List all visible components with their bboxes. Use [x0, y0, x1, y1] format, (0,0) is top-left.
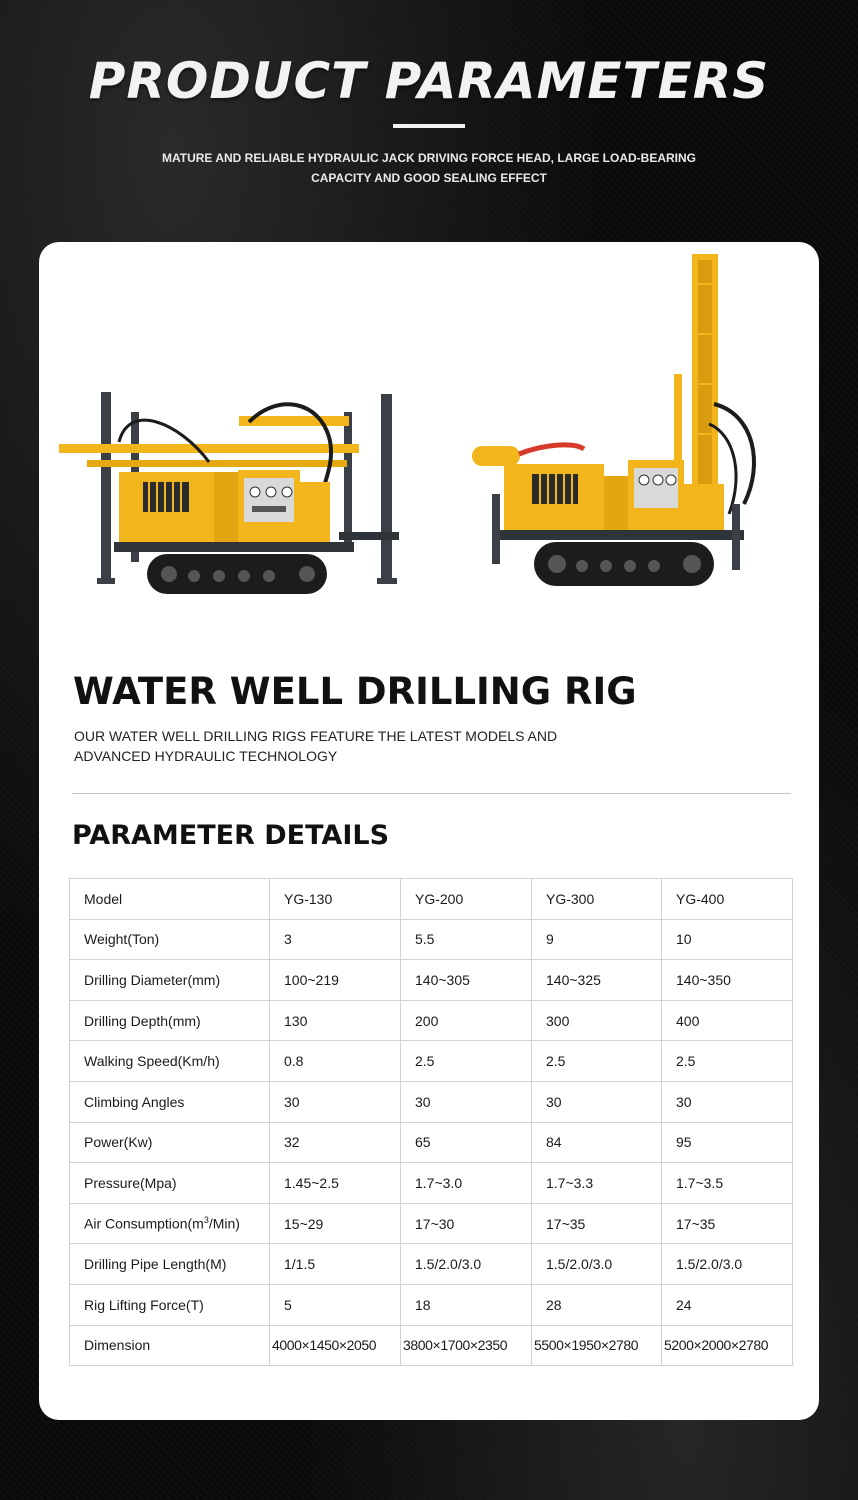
- description-line: ADVANCED HYDRAULIC TECHNOLOGY: [74, 748, 338, 764]
- parameter-table: [69, 878, 793, 1366]
- page-title: PRODUCT PARAMETERS: [88, 52, 770, 110]
- cell-value: 17~35: [662, 1203, 793, 1244]
- cell-value: 400: [662, 1000, 793, 1041]
- cell-value: 200: [401, 1000, 532, 1041]
- row-label: Pressure(Mpa): [70, 1163, 270, 1204]
- cell-value: 15~29: [270, 1203, 401, 1244]
- row-label: Climbing Angles: [70, 1081, 270, 1122]
- table-row: [70, 1163, 793, 1204]
- table-row: [70, 1122, 793, 1163]
- cell-value: 32: [270, 1122, 401, 1163]
- section-divider: [72, 793, 791, 794]
- cell-value: 3800×1700×2350: [401, 1325, 532, 1366]
- cell-value: 4000×1450×2050: [270, 1325, 401, 1366]
- cell-value: 17~35: [532, 1203, 662, 1244]
- cell-value: 1/1.5: [270, 1244, 401, 1285]
- table-row: [70, 960, 793, 1001]
- cell-value: 30: [532, 1081, 662, 1122]
- cell-value: 100~219: [270, 960, 401, 1001]
- cell-value: 5.5: [401, 919, 532, 960]
- cell-value: 2.5: [532, 1041, 662, 1082]
- cell-value: 24: [662, 1284, 793, 1325]
- cell-value: 5: [270, 1284, 401, 1325]
- subtitle-line: MATURE AND RELIABLE HYDRAULIC JACK DRIVING FORCE HEAD, LARGE LOAD-BEARING: [162, 151, 696, 165]
- cell-value: 1.7~3.3: [532, 1163, 662, 1204]
- cell-value: 5200×2000×2780: [662, 1325, 793, 1366]
- cell-value: 30: [401, 1081, 532, 1122]
- parameter-section-title: PARAMETER DETAILS: [72, 820, 390, 851]
- product-title: WATER WELL DRILLING RIG: [73, 670, 637, 713]
- cell-value: 1.45~2.5: [270, 1163, 401, 1204]
- row-label: Model: [70, 879, 270, 920]
- row-label: Drilling Diameter(mm): [70, 960, 270, 1001]
- drilling-rig-image-mast: [464, 254, 774, 604]
- row-label: [70, 1203, 270, 1244]
- cell-value: 18: [401, 1284, 532, 1325]
- row-label: Dimension: [70, 1325, 270, 1366]
- cell-value: 10: [662, 919, 793, 960]
- cell-value: 140~350: [662, 960, 793, 1001]
- table-row: [70, 1244, 793, 1285]
- subtitle-line: CAPACITY AND GOOD SEALING EFFECT: [311, 171, 547, 185]
- cell-value: 1.5/2.0/3.0: [662, 1244, 793, 1285]
- cell-value: 2.5: [401, 1041, 532, 1082]
- cell-value: 3: [270, 919, 401, 960]
- cell-value: 5500×1950×2780: [532, 1325, 662, 1366]
- table-row: [70, 879, 793, 920]
- cell-value: 2.5: [662, 1041, 793, 1082]
- cell-value: 84: [532, 1122, 662, 1163]
- drilling-rig-image-side: [59, 382, 409, 612]
- cell-value: 17~30: [401, 1203, 532, 1244]
- cell-value: 30: [662, 1081, 793, 1122]
- product-description: [74, 726, 594, 766]
- cell-value: 130: [270, 1000, 401, 1041]
- table-row: [70, 1041, 793, 1082]
- cell-value: 65: [401, 1122, 532, 1163]
- cell-value: 1.5/2.0/3.0: [401, 1244, 532, 1285]
- cell-value: 1.5/2.0/3.0: [532, 1244, 662, 1285]
- table-row: [70, 1081, 793, 1122]
- cell-value: 140~325: [532, 960, 662, 1001]
- page-subtitle: [120, 148, 738, 188]
- cell-value: YG-300: [532, 879, 662, 920]
- title-underline: [393, 124, 465, 128]
- cell-value: 30: [270, 1081, 401, 1122]
- table-row: [70, 1203, 793, 1244]
- cell-value: 1.7~3.5: [662, 1163, 793, 1204]
- table-row: [70, 1325, 793, 1366]
- row-label-tail: /Min): [208, 1215, 240, 1232]
- table-row: [70, 919, 793, 960]
- row-label: Weight(Ton): [70, 919, 270, 960]
- table-row: [70, 1284, 793, 1325]
- cell-value: 300: [532, 1000, 662, 1041]
- row-label: Drilling Pipe Length(M): [70, 1244, 270, 1285]
- row-label-text: Air Consumption(m: [84, 1215, 204, 1232]
- row-label: Rig Lifting Force(T): [70, 1284, 270, 1325]
- cell-value: 0.8: [270, 1041, 401, 1082]
- cell-value: 9: [532, 919, 662, 960]
- cell-value: 28: [532, 1284, 662, 1325]
- row-label: Walking Speed(Km/h): [70, 1041, 270, 1082]
- row-label: Power(Kw): [70, 1122, 270, 1163]
- cell-value: YG-130: [270, 879, 401, 920]
- product-card: [39, 242, 819, 1420]
- cell-value: 140~305: [401, 960, 532, 1001]
- table-row: [70, 1000, 793, 1041]
- cell-value: YG-400: [662, 879, 793, 920]
- cell-value: YG-200: [401, 879, 532, 920]
- row-label-superscript: 3: [203, 1215, 209, 1226]
- description-line: OUR WATER WELL DRILLING RIGS FEATURE THE LATEST MODELS AND: [74, 728, 558, 744]
- cell-value: 1.7~3.0: [401, 1163, 532, 1204]
- cell-value: 95: [662, 1122, 793, 1163]
- row-label: Drilling Depth(mm): [70, 1000, 270, 1041]
